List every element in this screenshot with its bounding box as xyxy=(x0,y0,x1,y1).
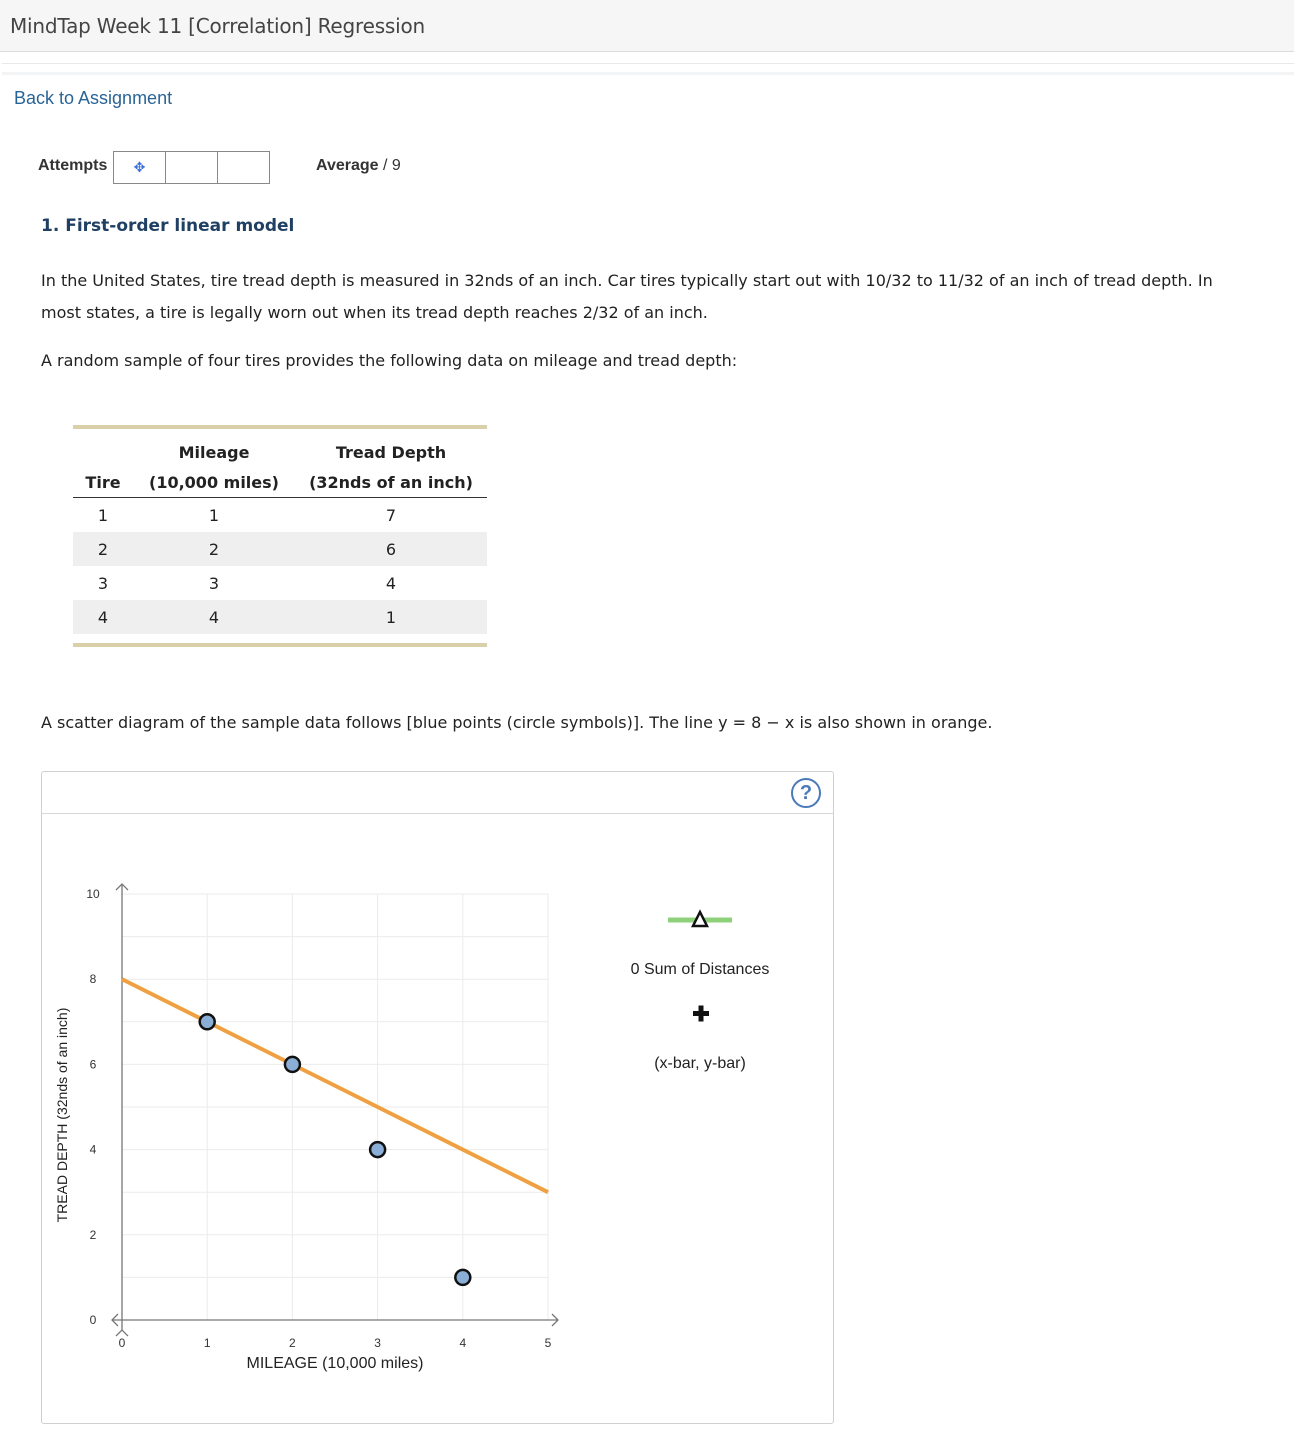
table-cell: 4 xyxy=(385,573,397,593)
chart-grid xyxy=(122,894,548,1320)
chart-axes xyxy=(112,884,558,1336)
attempt-slot xyxy=(114,152,166,183)
attempt-slot xyxy=(166,152,218,183)
table-cell: 1 xyxy=(295,600,487,634)
table-header: Mileage xyxy=(178,442,250,462)
y-tick-label: 0 xyxy=(89,1313,97,1327)
chart-line-layer xyxy=(122,979,548,1192)
table-cell: 4 xyxy=(73,600,133,634)
graph-toolbar xyxy=(42,772,833,814)
legend-mean-label: (x-bar, y-bar) xyxy=(654,1055,746,1072)
sample-intro: A random sample of four tires provides the following data on mileage and tread depth: xyxy=(41,351,738,370)
data-point xyxy=(200,1014,215,1029)
table-cell: 2 xyxy=(133,532,295,566)
x-tick-label: 0 xyxy=(118,1336,126,1350)
y-tick-label: 2 xyxy=(89,1227,97,1242)
table-row xyxy=(73,600,487,634)
average-score xyxy=(316,157,401,175)
table-cell: 4 xyxy=(133,600,295,634)
top-bar xyxy=(0,0,1294,52)
table-row xyxy=(73,566,487,600)
graph-panel xyxy=(41,771,834,1424)
table-cell: 3 xyxy=(97,573,109,593)
table-cell: 3 xyxy=(208,573,220,593)
data-point xyxy=(370,1142,385,1157)
data-table xyxy=(73,425,487,647)
legend-sum-label: 0 Sum of Distances xyxy=(630,961,770,978)
average-label: Average xyxy=(316,157,379,174)
data-point xyxy=(455,1270,470,1285)
plus-icon[interactable] xyxy=(693,1006,709,1022)
table-bottom-rule xyxy=(73,643,487,647)
app-title: MindTap Week 11 [Correlation] Regression xyxy=(10,14,425,38)
x-axis-label: MILEAGE (10,000 miles) xyxy=(246,1355,424,1372)
x-tick-label: 5 xyxy=(544,1336,552,1350)
x-tick-label: 4 xyxy=(459,1336,467,1350)
table-header: Tire xyxy=(73,467,133,498)
table-cell: 7 xyxy=(385,505,397,525)
orange-line xyxy=(122,979,548,1192)
legend xyxy=(631,912,770,1072)
table-cell: 1 xyxy=(97,505,109,525)
y-tick-label: 8 xyxy=(89,972,97,987)
data-point xyxy=(285,1057,300,1072)
divider xyxy=(2,63,1294,64)
scatter-intro: A scatter diagram of the sample data follows [blue points (circle symbols)]. The line y = 8 − x is also shown in orange. xyxy=(41,713,993,732)
table-cell: 2 xyxy=(73,532,133,566)
y-axis-label: TREAD DEPTH (32nds of an inch) xyxy=(54,1007,70,1223)
table-cell: 6 xyxy=(295,532,487,566)
table-header: (10,000 miles) xyxy=(133,467,295,498)
y-tick-label: 6 xyxy=(89,1057,97,1072)
average-suffix: / 9 xyxy=(383,157,401,174)
y-tick-label: 10 xyxy=(86,887,100,901)
divider xyxy=(2,72,1294,75)
x-tick-label: 1 xyxy=(203,1336,211,1350)
table-row xyxy=(73,532,487,566)
x-tick-label: 2 xyxy=(289,1336,296,1350)
attempts-label: Attempts xyxy=(38,157,108,174)
table-header: (32nds of an inch) xyxy=(295,467,487,498)
diamond-dots-icon: ✥ xyxy=(133,159,146,175)
table-header xyxy=(73,429,133,467)
y-tick-label: 4 xyxy=(89,1142,97,1157)
help-icon[interactable]: ? xyxy=(791,778,821,808)
question-intro: In the United States, tire tread depth is measured in 32nds of an inch. Car tires typically start out with 10/32 to 11/32 of an inch of tread depth. In most states, a tire is legally worn out when its tread depth reaches 2/32 of an inch. xyxy=(41,271,1213,322)
back-to-assignment-link[interactable]: Back to Assignment xyxy=(14,88,173,108)
table-header: Tread Depth xyxy=(335,442,447,462)
scatter-chart[interactable] xyxy=(42,814,833,1424)
attempt-slot xyxy=(218,152,269,183)
x-tick-label: 3 xyxy=(374,1336,381,1350)
question-title: 1. First-order linear model xyxy=(41,216,295,236)
chart-ticks xyxy=(86,887,551,1350)
table-cell: 1 xyxy=(208,505,220,525)
table-row xyxy=(73,498,487,533)
attempts-tracker xyxy=(113,151,270,184)
